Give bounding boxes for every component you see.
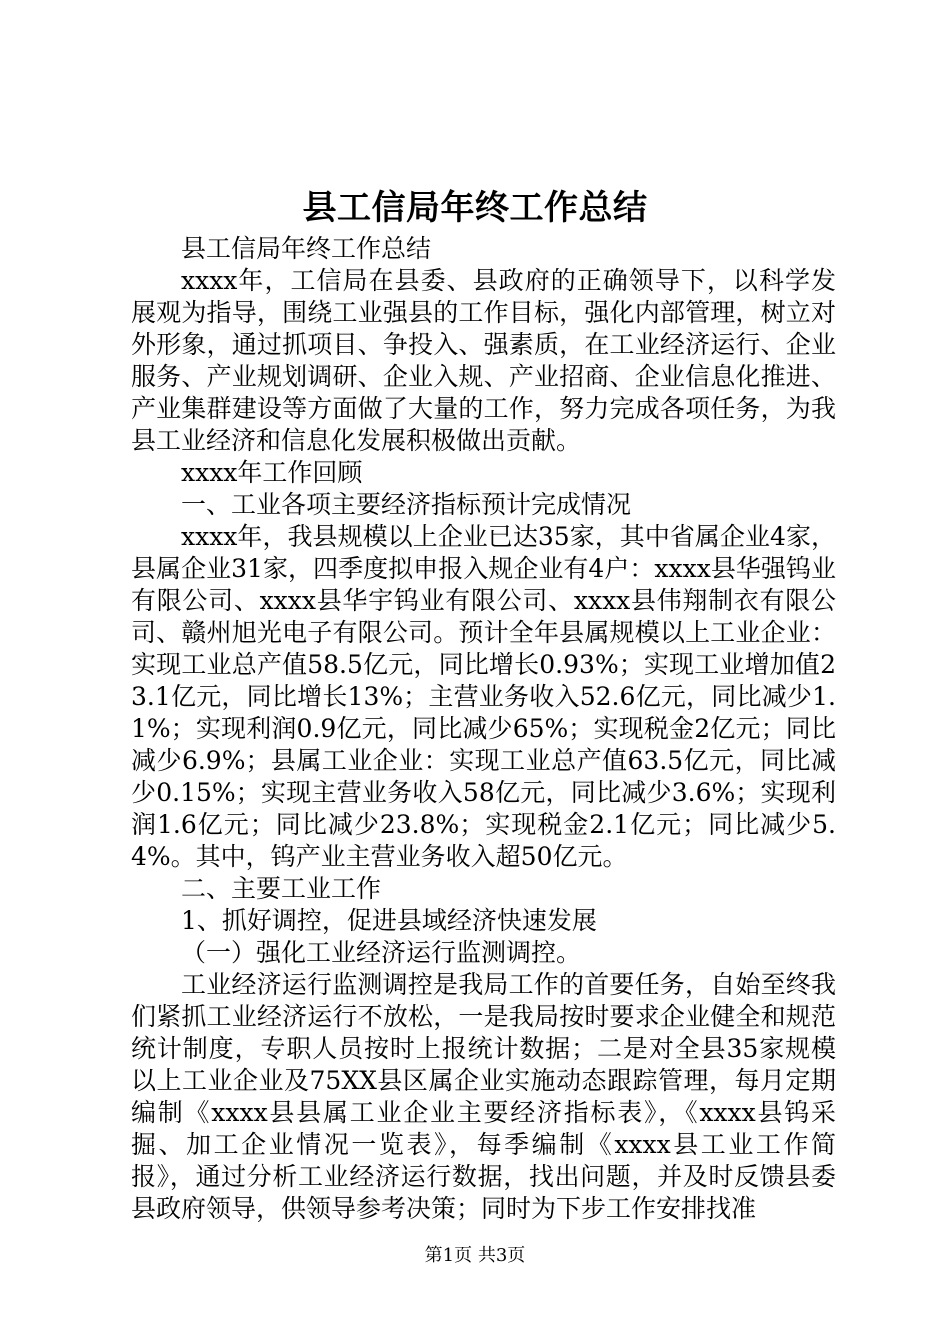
paragraph: xxxx年，工信局在县委、县政府的正确领导下，以科学发展观为指导，围绕工业强县的工作目标，强化内部管理，树立对外形象，通过抓项目、争投入、强素质，在工业经济运行、企业服务、产业规划调研、企业入规、产业招商、企业信息化推进、产业集群建设等方面做了大量的工作，努力完成各项任务，为我县工业经济和信息化发展积极做出贡献。	[131, 266, 836, 455]
page-footer: 第1页 共3页	[424, 1245, 526, 1266]
paragraph: xxxx年，我县规模以上企业已达35家，其中省属企业4家，县属企业31家，四季度拟申报入规企业有4户：xxxx县华强钨业有限公司、xxxx县华宇钨业有限公司、xxxx县伟翔制衣有限公司、赣州旭光电子有限公司。预计全年县属规模以上工业企业：实现工业总产值58.5亿元，同比增长0.93%；实现工业增加值23.1亿元，同比增长13%；主营业务收入52.6亿元，同比减少1.1%；实现利润0.9亿元，同比减少65%；实现税金2亿元；同比减少6.9%；县属工业企业：实现工业总产值63.5亿元，同比减少0.15%；实现主营业务收入58亿元，同比减少3.6%；实现利润1.6亿元；同比减少23.8%；实现税金2.1亿元；同比减少5.4%。其中，钨产业主营业务收入超50亿元。	[131, 522, 836, 871]
paragraph: 一、工业各项主要经济指标预计完成情况	[181, 490, 632, 519]
document-title: 县工信局年终工作总结	[302, 188, 648, 228]
paragraph: 工业经济运行监测调控是我局工作的首要任务，自始至终我们紧抓工业经济运行不放松，一是我局按时要求企业健全和规范统计制度，专职人员按时上报统计数据；二是对全县35家规模以上工业企业及75XX县区属企业实施动态跟踪管理，每月定期编制《xxxx县县属工业企业主要经济指标表》，《xxxx县钨采掘、加工企业情况一览表》，每季编制《xxxx县工业工作简报》，通过分析工业经济运行数据，找出问题，并及时反馈县委县政府领导，供领导参考决策；同时为下步工作安排找准	[131, 970, 836, 1223]
paragraph: 县工信局年终工作总结	[181, 234, 432, 263]
document-body	[131, 233, 836, 1225]
paragraph: 1、抓好调控，促进县域经济快速发展	[181, 906, 597, 935]
paragraph: xxxx年工作回顾	[181, 458, 363, 487]
paragraph: 二、主要工业工作	[181, 874, 382, 903]
paragraph: （一）强化工业经济运行监测调控。	[181, 938, 582, 967]
